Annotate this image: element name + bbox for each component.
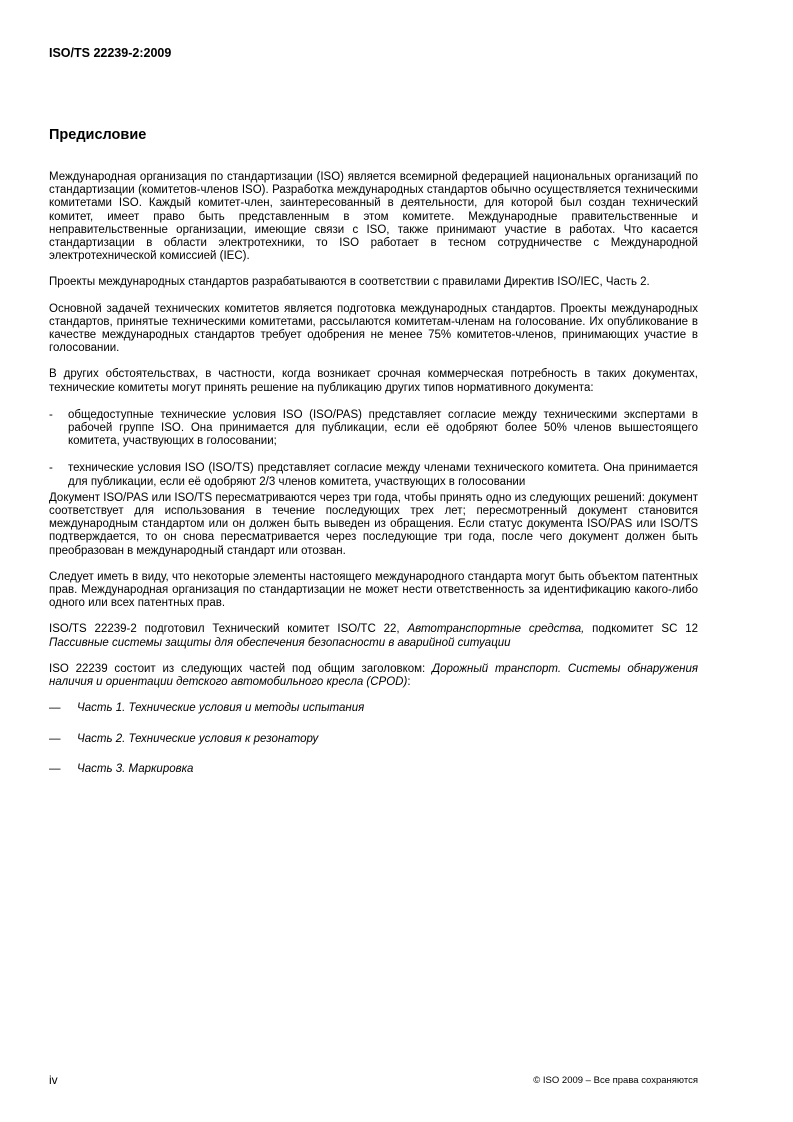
paragraph-directives: Проекты международных стандартов разрабатываются в соответствии с правилами Директив ISO/IEC, Часть 2. — [49, 276, 650, 289]
paragraph-tc-task: Основной задачей технических комитетов является подготовка международных стандартов. Проекты международных стандартов, принятые техническими комитетами, рассылаются комитетам-членам на голосование. Их опубликование в качестве международных стандартов требует одобрения не менее 75% комитетов-членов, принимающих участие в голосовании. — [49, 302, 698, 355]
list-item-text: технические условия ISO (ISO/TS) представляет согласие между членами технического комитета. Она принимается для публикации, если её одобряют 2/3 членов комитета, участвующих в голосовании — [68, 462, 698, 488]
list-item-iso-pas — [49, 409, 698, 449]
paragraph-other-documents: В других обстоятельствах, в частности, когда возникает срочная коммерческая потребность в таких документах, технические комитеты могут принять решение на публикацию других типов нормативного документа: — [49, 368, 698, 394]
part-title: Часть 3. Маркировка — [77, 762, 194, 775]
part-title: Часть 1. Технические условия и методы испытания — [77, 702, 365, 715]
parts-list — [49, 702, 698, 776]
paragraph-prepared-by — [49, 623, 698, 649]
copyright-notice: © ISO 2009 – Все права сохраняются — [533, 1075, 698, 1086]
em-dash-marker: — — [49, 702, 61, 715]
parts-intro-tail: : — [407, 676, 411, 689]
paragraph-iso-intro: Международная организация по стандартизации (ISO) является всемирной федерацией национальных организаций по стандартизации (комитетов-членов ISO). Разработка международных стандартов обычно осуществляется техническими комитетами ISO. Каждый комитет-член, заинтересованный в деятельности, для которой был создан технический комитет, имеет право быть представленным в этом комитете. Международные правительственные и неправительственные организации, имеющие связи с ISO, также принимают участие в работах. Что касается стандартизации в области электротехники, то ISO работает в тесном сотрудничестве с Международной электротехнической комиссией (IEC). — [49, 171, 698, 263]
document-id: ISO/TS 22239-2:2009 — [49, 46, 172, 60]
page-title: Предисловие — [49, 127, 147, 143]
list-item-text: общедоступные технические условия ISO (ISO/PAS) представляет согласие между техническими экспертами в рабочей группе ISO. Она принимается для публикации, если её одобряют более 50% членов вышестоящего комитета, участвующих в голосовании; — [68, 408, 698, 448]
part-item-2 — [49, 733, 698, 746]
prepared-by-mid: подкомитет SC 12 — [584, 623, 699, 636]
tc-title: Автотранспортные средства, — [407, 623, 585, 636]
parts-intro-lead: ISO 22239 состоит из следующих частей под общим заголовком: — [49, 662, 433, 675]
em-dash-marker: — — [49, 762, 61, 775]
prepared-by-lead: ISO/TS 22239-2 подготовил Технический комитет ISO/TC 22, — [49, 623, 408, 636]
paragraph-patents: Следует иметь в виду, что некоторые элементы настоящего международного стандарта могут быть объектом патентных прав. Международная организация по стандартизации не может нести ответственность за идентификацию какого-либо одного или всех патентных прав. — [49, 570, 698, 610]
general-title: Дорожный транспорт. Системы обнаружения наличия и ориентации детского автомобильного кресла (CPOD) — [49, 662, 698, 689]
dash-marker: - — [49, 408, 53, 421]
sc-title: Пассивные системы защиты для обеспечения безопасности в аварийной ситуации — [49, 636, 511, 649]
dash-marker: - — [49, 462, 53, 475]
part-item-1 — [49, 702, 698, 715]
paragraph-review: Документ ISO/PAS или ISO/TS пересматриваются через три года, чтобы принять одно из следующих решений: документ соответствует для использования в течение последующих трех лет; пересмотренный документ становится международным стандартом или он должен быть выведен из обращения. Если статус документа ISO/PAS или ISO/TS подтверждается, то он снова пересматривается через последующие три года, после чего документ должен быть преобразован в международный стандарт или отозван. — [49, 491, 698, 557]
part-item-3 — [49, 763, 698, 776]
page-number: iv — [49, 1073, 58, 1087]
part-title: Часть 2. Технические условия к резонатору — [77, 732, 319, 745]
list-item-iso-ts — [49, 462, 698, 488]
em-dash-marker: — — [49, 732, 61, 745]
paragraph-parts-intro — [49, 663, 698, 689]
foreword-body — [49, 171, 698, 776]
